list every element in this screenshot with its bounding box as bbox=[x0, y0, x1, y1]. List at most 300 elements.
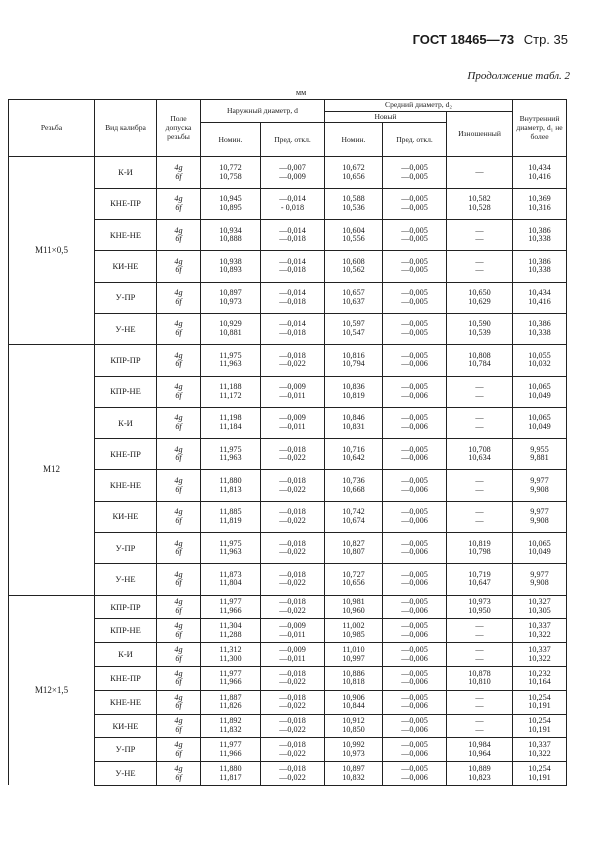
outer-nominal bbox=[201, 345, 261, 376]
gauge-type bbox=[95, 376, 157, 407]
inner-diameter-value: 10,232 bbox=[528, 668, 551, 678]
gauge-type-value: КНЕ-ПР bbox=[110, 448, 141, 459]
outer-deviation bbox=[261, 157, 325, 188]
inner-diameter-value: 10,434 bbox=[528, 162, 551, 172]
outer-nominal-value: 10,945 bbox=[219, 194, 242, 204]
worn-diameter-value: 10,819 bbox=[468, 538, 491, 548]
tolerance-field-value: 6f bbox=[175, 653, 182, 663]
gauge-type bbox=[95, 251, 157, 282]
tolerance-field-value: 4g bbox=[174, 692, 183, 702]
tolerance-field-value: 6f bbox=[175, 484, 182, 494]
outer-deviation-value: —0,009 bbox=[279, 621, 306, 631]
middle-deviation-value: —0,005 bbox=[401, 225, 428, 235]
worn-diameter-value: 10,878 bbox=[468, 668, 491, 678]
middle-nominal-value: 10,588 bbox=[342, 194, 365, 204]
middle-nominal-value: 10,836 bbox=[342, 382, 365, 392]
middle-deviation-value: —0,005 bbox=[401, 716, 428, 726]
tolerance-field-value: 4g bbox=[174, 538, 183, 548]
inner-diameter-value: 10,337 bbox=[528, 621, 551, 631]
worn-diameter-value: — bbox=[475, 390, 484, 400]
outer-deviation bbox=[261, 564, 325, 595]
outer-nominal-value: 10,938 bbox=[219, 256, 242, 266]
gauge-type-value: КНЕ-НЕ bbox=[109, 480, 142, 491]
middle-nominal-value: 10,536 bbox=[342, 202, 365, 212]
middle-deviation-value: —0,006 bbox=[401, 605, 428, 615]
tolerance-field-value: 4g bbox=[174, 319, 183, 329]
outer-deviation bbox=[261, 407, 325, 438]
tolerance-field-value: 4g bbox=[174, 621, 183, 631]
worn-diameter bbox=[447, 376, 513, 407]
inner-diameter-value: 10,416 bbox=[528, 296, 551, 306]
gauge-type-value: КПР-НЕ bbox=[110, 625, 141, 636]
gauge-type bbox=[95, 595, 157, 619]
outer-nominal bbox=[201, 439, 261, 470]
outer-deviation-value: —0,018 bbox=[279, 569, 306, 579]
outer-deviation-value: —0,007 bbox=[279, 162, 306, 172]
outer-deviation-value: —0,011 bbox=[279, 629, 306, 639]
worn-diameter-value: — bbox=[475, 644, 484, 654]
middle-nominal-value: 10,831 bbox=[342, 421, 365, 431]
tolerance-field bbox=[157, 407, 201, 438]
outer-deviation-value: —0,022 bbox=[279, 724, 306, 734]
outer-deviation-value: —0,018 bbox=[279, 668, 306, 678]
worn-diameter-value: — bbox=[475, 265, 484, 275]
middle-deviation-value: —0,006 bbox=[401, 701, 428, 711]
outer-nominal bbox=[201, 188, 261, 219]
middle-deviation-value: —0,006 bbox=[401, 421, 428, 431]
middle-nominal bbox=[325, 157, 383, 188]
middle-deviation-value: —0,006 bbox=[401, 653, 428, 663]
worn-diameter-value: 10,650 bbox=[468, 288, 491, 298]
outer-nominal-value: 11,198 bbox=[219, 413, 242, 423]
inner-diameter-value: 9,977 bbox=[530, 507, 549, 517]
middle-nominal bbox=[325, 376, 383, 407]
tolerance-field-value: 4g bbox=[174, 668, 183, 678]
middle-deviation-value: —0,005 bbox=[401, 202, 428, 212]
middle-nominal-value: 10,973 bbox=[342, 748, 365, 758]
worn-diameter bbox=[447, 220, 513, 251]
inner-diameter-value: 10,049 bbox=[528, 421, 551, 431]
worn-diameter-value: 10,590 bbox=[468, 319, 491, 329]
outer-nominal-value: 11,963 bbox=[219, 547, 242, 557]
middle-deviation-value: —0,005 bbox=[401, 296, 428, 306]
worn-diameter-value: 10,984 bbox=[468, 740, 491, 750]
tolerance-field-value: 4g bbox=[174, 569, 183, 579]
worn-diameter bbox=[447, 313, 513, 344]
outer-deviation-value: —0,018 bbox=[279, 538, 306, 548]
outer-nominal-value: 11,892 bbox=[219, 716, 242, 726]
worn-diameter-value: 10,582 bbox=[468, 194, 491, 204]
middle-deviation-value: —0,005 bbox=[401, 668, 428, 678]
tolerance-field-value: 6f bbox=[175, 453, 182, 463]
gauge-type-value: К-И bbox=[118, 417, 133, 428]
gauge-type-value: К-И bbox=[118, 649, 133, 660]
middle-deviation-value: —0,006 bbox=[401, 724, 428, 734]
middle-deviation bbox=[383, 157, 447, 188]
worn-diameter bbox=[447, 188, 513, 219]
middle-deviation-value: —0,005 bbox=[401, 444, 428, 454]
outer-deviation-value: —0,022 bbox=[279, 484, 306, 494]
outer-nominal bbox=[201, 470, 261, 501]
middle-deviation bbox=[383, 762, 447, 786]
outer-deviation-value: —0,018 bbox=[279, 475, 306, 485]
middle-deviation-value: —0,005 bbox=[401, 413, 428, 423]
worn-diameter-value: — bbox=[475, 413, 484, 423]
middle-nominal bbox=[325, 407, 383, 438]
outer-deviation bbox=[261, 470, 325, 501]
inner-diameter bbox=[513, 533, 567, 564]
inner-diameter-value: 10,191 bbox=[528, 701, 551, 711]
inner-diameter-value: 10,049 bbox=[528, 390, 551, 400]
outer-deviation-value: —0,018 bbox=[279, 716, 306, 726]
middle-deviation-value: —0,005 bbox=[401, 763, 428, 773]
worn-diameter bbox=[447, 643, 513, 667]
outer-deviation-value: —0,022 bbox=[279, 677, 306, 687]
gauge-type-value: КНЕ-НЕ bbox=[109, 696, 142, 707]
worn-diameter-value: — bbox=[475, 167, 484, 177]
inner-diameter bbox=[513, 251, 567, 282]
outer-nominal-value: 11,312 bbox=[219, 644, 242, 654]
inner-diameter-value: 10,338 bbox=[528, 328, 551, 338]
middle-deviation bbox=[383, 564, 447, 595]
inner-diameter-value: 10,338 bbox=[528, 265, 551, 275]
middle-deviation-value: —0,005 bbox=[401, 597, 428, 607]
inner-diameter-value: 9,908 bbox=[530, 484, 549, 494]
inner-diameter-value: 10,386 bbox=[528, 319, 551, 329]
worn-diameter-value: — bbox=[475, 475, 484, 485]
inner-diameter-value: 10,369 bbox=[528, 194, 551, 204]
tolerance-field-value: 4g bbox=[174, 740, 183, 750]
outer-nominal bbox=[201, 282, 261, 313]
middle-nominal bbox=[325, 666, 383, 690]
outer-nominal-value: 11,832 bbox=[219, 724, 242, 734]
outer-deviation bbox=[261, 188, 325, 219]
outer-deviation-value: —0,011 bbox=[279, 421, 306, 431]
inner-diameter bbox=[513, 188, 567, 219]
tolerance-field-value: 6f bbox=[175, 677, 182, 687]
inner-diameter-value: 9,977 bbox=[530, 569, 549, 579]
gauge-type-value: КИ-НЕ bbox=[112, 261, 139, 272]
middle-nominal bbox=[325, 533, 383, 564]
middle-deviation-value: —0,006 bbox=[401, 515, 428, 525]
inner-diameter bbox=[513, 439, 567, 470]
worn-diameter-value: — bbox=[475, 701, 484, 711]
worn-diameter bbox=[447, 282, 513, 313]
inner-diameter-value: 10,416 bbox=[528, 171, 551, 181]
worn-diameter-value: — bbox=[475, 225, 484, 235]
tolerance-field bbox=[157, 470, 201, 501]
tolerance-field-value: 4g bbox=[174, 162, 183, 172]
worn-diameter-value: 10,708 bbox=[468, 444, 491, 454]
outer-nominal-value: 11,873 bbox=[219, 569, 242, 579]
tolerance-field-value: 6f bbox=[175, 328, 182, 338]
worn-diameter bbox=[447, 439, 513, 470]
col-worn: Изношенный bbox=[447, 111, 513, 157]
inner-diameter-value: 10,386 bbox=[528, 225, 551, 235]
col-outer-deviation: Пред. откл. bbox=[261, 123, 325, 157]
outer-nominal-value: 11,885 bbox=[219, 507, 242, 517]
inner-diameter-value: 10,338 bbox=[528, 234, 551, 244]
outer-deviation bbox=[261, 714, 325, 738]
middle-deviation bbox=[383, 439, 447, 470]
outer-nominal bbox=[201, 619, 261, 643]
middle-deviation bbox=[383, 501, 447, 532]
table-row bbox=[9, 345, 567, 376]
inner-diameter-value: 10,322 bbox=[528, 748, 551, 758]
middle-nominal bbox=[325, 220, 383, 251]
worn-diameter-value: 10,950 bbox=[468, 605, 491, 615]
tolerance-field-value: 6f bbox=[175, 515, 182, 525]
tolerance-field bbox=[157, 690, 201, 714]
outer-nominal-value: 11,975 bbox=[219, 350, 242, 360]
middle-deviation-value: —0,006 bbox=[401, 578, 428, 588]
outer-nominal-value: 11,300 bbox=[219, 653, 242, 663]
middle-nominal-value: 10,827 bbox=[342, 538, 365, 548]
outer-nominal-value: 11,966 bbox=[219, 605, 242, 615]
worn-diameter-value: 10,823 bbox=[468, 772, 491, 782]
table-row bbox=[9, 157, 567, 188]
gauge-type bbox=[95, 619, 157, 643]
col-middle-nominal: Номин. bbox=[325, 123, 383, 157]
inner-diameter-value: 10,337 bbox=[528, 644, 551, 654]
worn-diameter-value: 10,810 bbox=[468, 677, 491, 687]
gauge-type bbox=[95, 564, 157, 595]
worn-diameter bbox=[447, 533, 513, 564]
inner-diameter-value: 10,191 bbox=[528, 772, 551, 782]
middle-deviation bbox=[383, 345, 447, 376]
middle-deviation bbox=[383, 376, 447, 407]
middle-nominal-value: 10,608 bbox=[342, 256, 365, 266]
tolerance-field bbox=[157, 282, 201, 313]
middle-nominal-value: 10,981 bbox=[342, 597, 365, 607]
worn-diameter bbox=[447, 501, 513, 532]
middle-deviation-value: —0,006 bbox=[401, 453, 428, 463]
middle-nominal bbox=[325, 714, 383, 738]
worn-diameter-value: 10,808 bbox=[468, 350, 491, 360]
tolerance-field-value: 6f bbox=[175, 748, 182, 758]
tolerance-field bbox=[157, 666, 201, 690]
worn-diameter-value: 10,964 bbox=[468, 748, 491, 758]
inner-diameter bbox=[513, 738, 567, 762]
tolerance-field-value: 6f bbox=[175, 265, 182, 275]
middle-deviation-value: —0,006 bbox=[401, 677, 428, 687]
outer-nominal-value: 10,895 bbox=[219, 202, 242, 212]
middle-deviation-value: —0,005 bbox=[401, 265, 428, 275]
gauge-type bbox=[95, 439, 157, 470]
inner-diameter bbox=[513, 690, 567, 714]
worn-diameter-value: — bbox=[475, 484, 484, 494]
inner-diameter bbox=[513, 157, 567, 188]
outer-deviation bbox=[261, 619, 325, 643]
worn-diameter-value: 10,528 bbox=[468, 202, 491, 212]
middle-deviation-value: —0,005 bbox=[401, 288, 428, 298]
worn-diameter-value: — bbox=[475, 421, 484, 431]
outer-nominal-value: 11,880 bbox=[219, 763, 242, 773]
middle-deviation-value: —0,005 bbox=[401, 538, 428, 548]
tolerance-field bbox=[157, 501, 201, 532]
tolerance-field bbox=[157, 345, 201, 376]
middle-nominal-value: 10,656 bbox=[342, 171, 365, 181]
worn-diameter-value: — bbox=[475, 629, 484, 639]
col-outer-nominal: Номин. bbox=[201, 123, 261, 157]
outer-nominal-value: 11,304 bbox=[219, 621, 242, 631]
inner-diameter-value: 10,055 bbox=[528, 350, 551, 360]
outer-deviation bbox=[261, 251, 325, 282]
inner-diameter-value: 10,191 bbox=[528, 724, 551, 734]
inner-diameter-value: 10,322 bbox=[528, 629, 551, 639]
gauge-type-value: КНЕ-ПР bbox=[110, 198, 141, 209]
outer-nominal-value: 10,758 bbox=[219, 171, 242, 181]
inner-diameter-value: 10,049 bbox=[528, 547, 551, 557]
outer-nominal bbox=[201, 738, 261, 762]
gauge-type-value: КНЕ-НЕ bbox=[109, 229, 142, 240]
worn-diameter-value: 10,629 bbox=[468, 296, 491, 306]
outer-nominal-value: 11,880 bbox=[219, 475, 242, 485]
middle-deviation bbox=[383, 619, 447, 643]
tolerance-field-value: 6f bbox=[175, 547, 182, 557]
gauge-type bbox=[95, 220, 157, 251]
inner-diameter-value: 10,065 bbox=[528, 413, 551, 423]
gauge-type bbox=[95, 762, 157, 786]
tolerance-field-value: 4g bbox=[174, 350, 183, 360]
col-middle-deviation: Пред. откл. bbox=[383, 123, 447, 157]
middle-deviation-value: —0,005 bbox=[401, 692, 428, 702]
inner-diameter-value: 10,305 bbox=[528, 605, 551, 615]
outer-deviation-value: —0,011 bbox=[279, 653, 306, 663]
outer-deviation bbox=[261, 345, 325, 376]
outer-deviation-value: —0,022 bbox=[279, 701, 306, 711]
inner-diameter bbox=[513, 220, 567, 251]
tolerance-field-value: 4g bbox=[174, 444, 183, 454]
outer-deviation-value: - 0,018 bbox=[280, 202, 305, 212]
middle-nominal bbox=[325, 439, 383, 470]
outer-deviation-value: —0,022 bbox=[279, 453, 306, 463]
worn-diameter bbox=[447, 251, 513, 282]
unit-label: мм bbox=[296, 88, 307, 97]
tolerance-field bbox=[157, 595, 201, 619]
outer-nominal bbox=[201, 501, 261, 532]
worn-diameter bbox=[447, 407, 513, 438]
inner-diameter-value: 9,908 bbox=[530, 515, 549, 525]
inner-diameter bbox=[513, 762, 567, 786]
tolerance-field-value: 4g bbox=[174, 194, 183, 204]
worn-diameter bbox=[447, 157, 513, 188]
inner-diameter-value: 10,337 bbox=[528, 740, 551, 750]
gauge-type-value: У-ПР bbox=[115, 542, 136, 553]
tolerance-field-value: 6f bbox=[175, 234, 182, 244]
middle-deviation bbox=[383, 738, 447, 762]
inner-diameter bbox=[513, 595, 567, 619]
outer-nominal bbox=[201, 376, 261, 407]
outer-deviation bbox=[261, 738, 325, 762]
gauge-type bbox=[95, 643, 157, 667]
middle-nominal-value: 10,642 bbox=[342, 453, 365, 463]
outer-deviation bbox=[261, 595, 325, 619]
outer-nominal-value: 10,893 bbox=[219, 265, 242, 275]
gauge-type-value: У-НЕ bbox=[115, 323, 136, 334]
outer-nominal bbox=[201, 690, 261, 714]
outer-nominal-value: 11,184 bbox=[219, 421, 242, 431]
inner-diameter-value: 10,434 bbox=[528, 288, 551, 298]
inner-diameter-value: 10,164 bbox=[528, 677, 551, 687]
tolerance-field-value: 4g bbox=[174, 256, 183, 266]
gauge-type bbox=[95, 533, 157, 564]
middle-nominal bbox=[325, 643, 383, 667]
gauge-type bbox=[95, 666, 157, 690]
worn-diameter bbox=[447, 738, 513, 762]
middle-nominal bbox=[325, 564, 383, 595]
outer-deviation-value: —0,022 bbox=[279, 605, 306, 615]
tolerance-field-value: 6f bbox=[175, 578, 182, 588]
col-tolerance-field: Поле допуска резьбы bbox=[157, 100, 201, 157]
tolerance-field bbox=[157, 714, 201, 738]
middle-deviation-value: —0,005 bbox=[401, 234, 428, 244]
outer-nominal-value: 11,977 bbox=[219, 597, 242, 607]
inner-diameter-value: 9,908 bbox=[530, 578, 549, 588]
gauge-type bbox=[95, 714, 157, 738]
inner-diameter bbox=[513, 345, 567, 376]
middle-nominal-value: 10,736 bbox=[342, 475, 365, 485]
tolerance-field bbox=[157, 220, 201, 251]
outer-deviation-value: —0,018 bbox=[279, 350, 306, 360]
tolerance-field-value: 4g bbox=[174, 413, 183, 423]
middle-nominal-value: 10,674 bbox=[342, 515, 365, 525]
tolerance-field-value: 4g bbox=[174, 225, 183, 235]
middle-nominal-value: 10,637 bbox=[342, 296, 365, 306]
thread-designation: М12 bbox=[9, 345, 95, 595]
middle-deviation-value: —0,005 bbox=[401, 475, 428, 485]
tolerance-field bbox=[157, 619, 201, 643]
middle-deviation bbox=[383, 407, 447, 438]
worn-diameter-value: 10,973 bbox=[468, 597, 491, 607]
worn-diameter bbox=[447, 345, 513, 376]
inner-diameter bbox=[513, 407, 567, 438]
middle-nominal-value: 10,656 bbox=[342, 578, 365, 588]
middle-nominal-value: 10,897 bbox=[342, 763, 365, 773]
gauge-type bbox=[95, 407, 157, 438]
middle-nominal-value: 10,742 bbox=[342, 507, 365, 517]
outer-deviation-value: —0,018 bbox=[279, 444, 306, 454]
inner-diameter-value: 9,955 bbox=[530, 444, 549, 454]
table-row bbox=[9, 595, 567, 619]
middle-deviation-value: —0,005 bbox=[401, 382, 428, 392]
worn-diameter bbox=[447, 666, 513, 690]
outer-deviation bbox=[261, 282, 325, 313]
outer-deviation-value: —0,018 bbox=[279, 234, 306, 244]
col-inner-diameter: Внутренний диаметр, d₁ не более bbox=[513, 100, 567, 157]
middle-deviation bbox=[383, 313, 447, 344]
middle-deviation bbox=[383, 666, 447, 690]
middle-nominal bbox=[325, 595, 383, 619]
gauge-type-value: КПР-ПР bbox=[110, 601, 141, 612]
outer-deviation-value: —0,018 bbox=[279, 507, 306, 517]
middle-deviation-value: —0,006 bbox=[401, 359, 428, 369]
tolerance-field bbox=[157, 564, 201, 595]
outer-deviation-value: —0,022 bbox=[279, 359, 306, 369]
outer-deviation bbox=[261, 220, 325, 251]
outer-deviation-value: —0,018 bbox=[279, 597, 306, 607]
inner-diameter-value: 10,032 bbox=[528, 359, 551, 369]
middle-nominal bbox=[325, 313, 383, 344]
outer-nominal-value: 10,929 bbox=[219, 319, 242, 329]
middle-deviation-value: —0,006 bbox=[401, 629, 428, 639]
middle-deviation bbox=[383, 643, 447, 667]
tolerance-field bbox=[157, 643, 201, 667]
tolerance-field-value: 6f bbox=[175, 202, 182, 212]
outer-nominal bbox=[201, 407, 261, 438]
middle-deviation-value: —0,006 bbox=[401, 772, 428, 782]
middle-nominal bbox=[325, 282, 383, 313]
